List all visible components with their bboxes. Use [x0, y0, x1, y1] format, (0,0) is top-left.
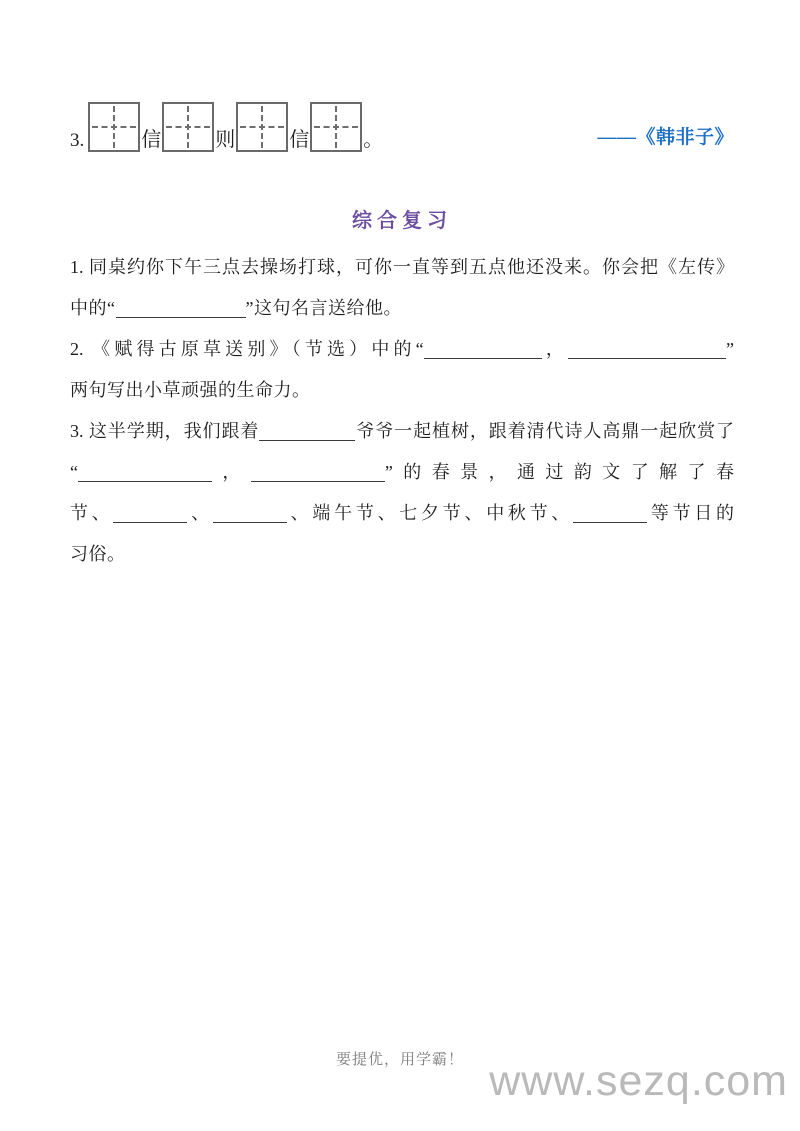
question-text: ， — [212, 462, 251, 482]
answer-blank — [568, 344, 726, 359]
item-number: 3. — [70, 130, 85, 151]
question-1 — [70, 247, 734, 329]
source-citation: ——《韩非子》 — [597, 127, 734, 148]
question-2-line-1 — [70, 329, 734, 370]
answer-blank — [251, 467, 385, 482]
question-1-line-1: 1. 同桌约你下午三点去操场打球，可你一直等到五点他还没来。你会把《左传》 — [70, 257, 734, 277]
question-3-line-3 — [70, 493, 734, 534]
question-2-line-2: 两句写出小草顽强的生命力。 — [70, 380, 311, 400]
footer-slogan: 要提优，用学霸！ — [335, 1052, 464, 1068]
question-text: ” — [726, 339, 734, 359]
question-text: 、 — [187, 503, 213, 523]
question-2 — [70, 329, 734, 411]
question-3-line-2 — [70, 452, 734, 493]
sentence-period: 。 — [363, 129, 384, 151]
question-text: 等节日的 — [647, 503, 735, 523]
writing-grid-box-4 — [310, 102, 362, 152]
question-3 — [70, 411, 734, 575]
section-heading: 综合复习 — [352, 210, 452, 232]
answer-blank — [78, 467, 212, 482]
question-3-writing-grid-row — [70, 100, 734, 152]
answer-blank — [424, 344, 542, 359]
question-text: 爷爷一起植树，跟着清代诗人高鼎一起欣赏了 — [355, 421, 735, 441]
question-text: ”的春景，通过韵文了解了春 — [384, 462, 734, 482]
question-text: “ — [70, 462, 78, 482]
answer-blank — [116, 303, 246, 318]
question-list — [70, 247, 734, 575]
question-text: 2. 《赋得古原草送别》（节选）中的“ — [70, 339, 424, 359]
answer-blank — [259, 426, 355, 441]
question-text: 中的“ — [70, 298, 116, 318]
answer-blank — [113, 508, 187, 523]
question-text: 3. 这半学期，我们跟着 — [70, 421, 260, 441]
question-text: 节、 — [70, 503, 114, 523]
writing-grid-box-3 — [236, 102, 288, 152]
watermark: www.sezq.com — [489, 1057, 788, 1105]
given-character-1: 信 — [141, 129, 162, 151]
question-3-line-1 — [70, 411, 734, 452]
question-3-line-4: 习俗。 — [70, 544, 126, 564]
writing-grid-box-1 — [88, 102, 140, 152]
question-text: ， — [541, 339, 568, 359]
question-text: ”这句名言送给他。 — [245, 298, 402, 318]
answer-blank — [573, 508, 647, 523]
given-character-3: 信 — [289, 129, 310, 151]
question-text: 、端午节、七夕节、中秋节、 — [286, 503, 574, 523]
question-1-line-2 — [70, 288, 734, 329]
answer-blank — [213, 508, 287, 523]
writing-grid-box-2 — [162, 102, 214, 152]
given-character-2: 则 — [215, 129, 236, 151]
